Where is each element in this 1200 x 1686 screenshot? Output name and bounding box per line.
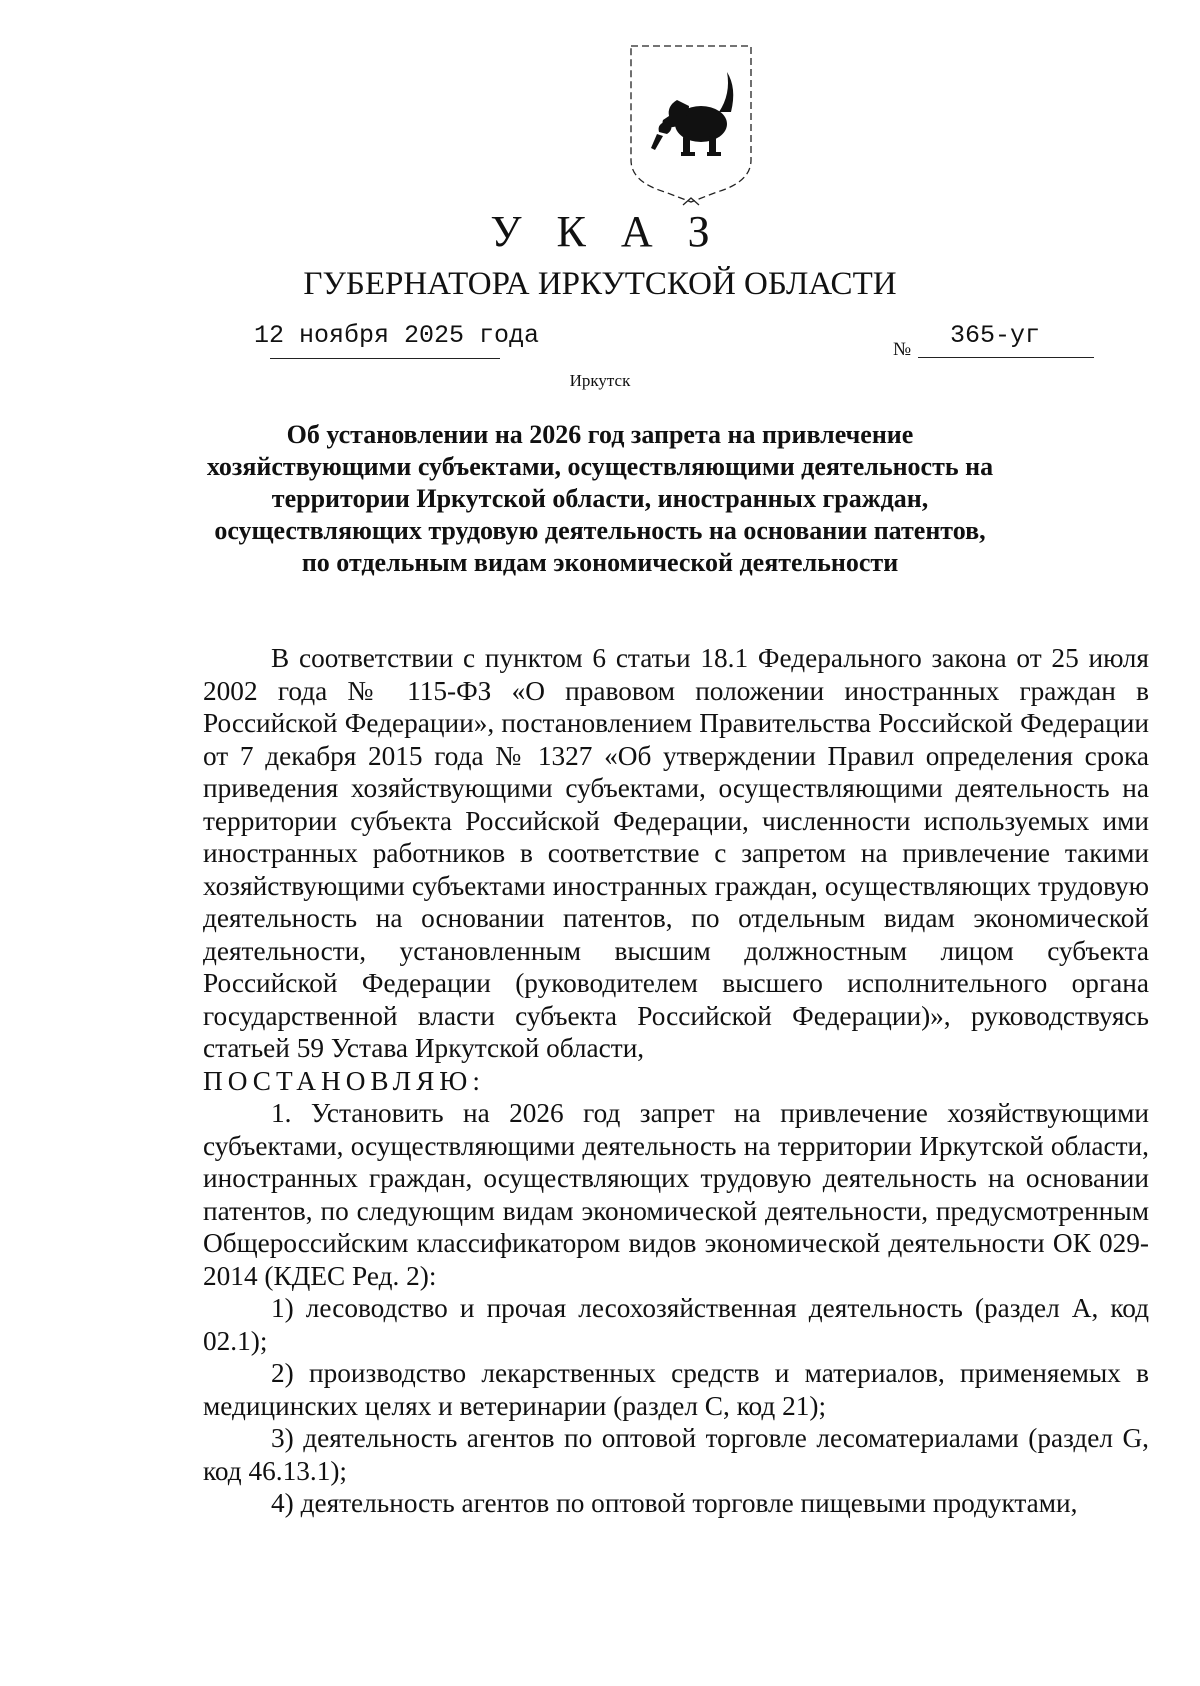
document-title: Об установлении на 2026 год запрета на привлечение хозяйствующими субъектами, осуществляющими деятельность на территории Иркутской области, иностранных граждан, осуществляющих трудовую деятельность на основании патентов, по отдельным видам экономической деятельности: [206, 420, 994, 577]
list-item: 4) деятельность агентов по оптовой торговле пищевыми продуктами,: [271, 1488, 1078, 1518]
document-type: У К А З: [490, 207, 722, 256]
issuer-title: ГУБЕРНАТОРА ИРКУТСКОЙ ОБЛАСТИ: [303, 266, 897, 302]
document-body: [203, 642, 1149, 1520]
preamble-paragraph: В соответствии с пунктом 6 статьи 18.1 Федерального закона от 25 июля 2002 года № 115-ФЗ «О правовом положении иностранных граждан в Российской Федерации», постановлением Правительства Российской Федерации от 7 декабря 2015 года № 1327 «Об утверждении Правил определения срока приведения хозяйствующими субъектами, осуществляющими деятельность на территории субъекта Российской Федерации, численности используемых ими иностранных работников в соответствие с запретом на привлечение такими хозяйствующими субъектами иностранных граждан, осуществляющих трудовую деятельность на основании патентов, по отдельным видам экономической деятельности, установленным высшим должностным лицом субъекта Российской Федерации (руководителем высшего исполнительного органа государственной власти субъекта Российской Федерации)», руководствуясь статьей 59 Устава Иркутской области,: [203, 643, 1149, 1063]
list-item: 2) производство лекарственных средств и материалов, применяемых в медицинских целях и ветеринарии (раздел C, код 21);: [203, 1358, 1149, 1421]
list-item: 3) деятельность агентов по оптовой торговле лесоматериалами (раздел G, код 46.13.1);: [203, 1423, 1149, 1486]
document-number: 365-уг: [950, 321, 1041, 350]
document-date: 12 ноября 2025 года: [254, 321, 540, 350]
date-underline: [270, 358, 500, 359]
point-1-paragraph: 1. Установить на 2026 год запрет на привлечение хозяйствующими субъектами, осуществляющими деятельность на территории Иркутской области, иностранных граждан, осуществляющих трудовую деятельность на основании патентов, по следующим видам экономической деятельности, предусмотренным Общероссийским классификатором видов экономической деятельности ОК 029-2014 (КДЕС Ред. 2):: [203, 1098, 1149, 1291]
document-place: Иркутск: [569, 371, 631, 390]
number-underline: [918, 357, 1094, 358]
list-item: 1) лесоводство и прочая лесохозяйственная деятельность (раздел A, код 02.1);: [203, 1293, 1149, 1356]
number-sign: №: [893, 339, 912, 360]
resolve-heading: ПОСТАНОВЛЯЮ:: [203, 1065, 485, 1096]
irkutsk-coat-of-arms-icon: [627, 42, 755, 212]
